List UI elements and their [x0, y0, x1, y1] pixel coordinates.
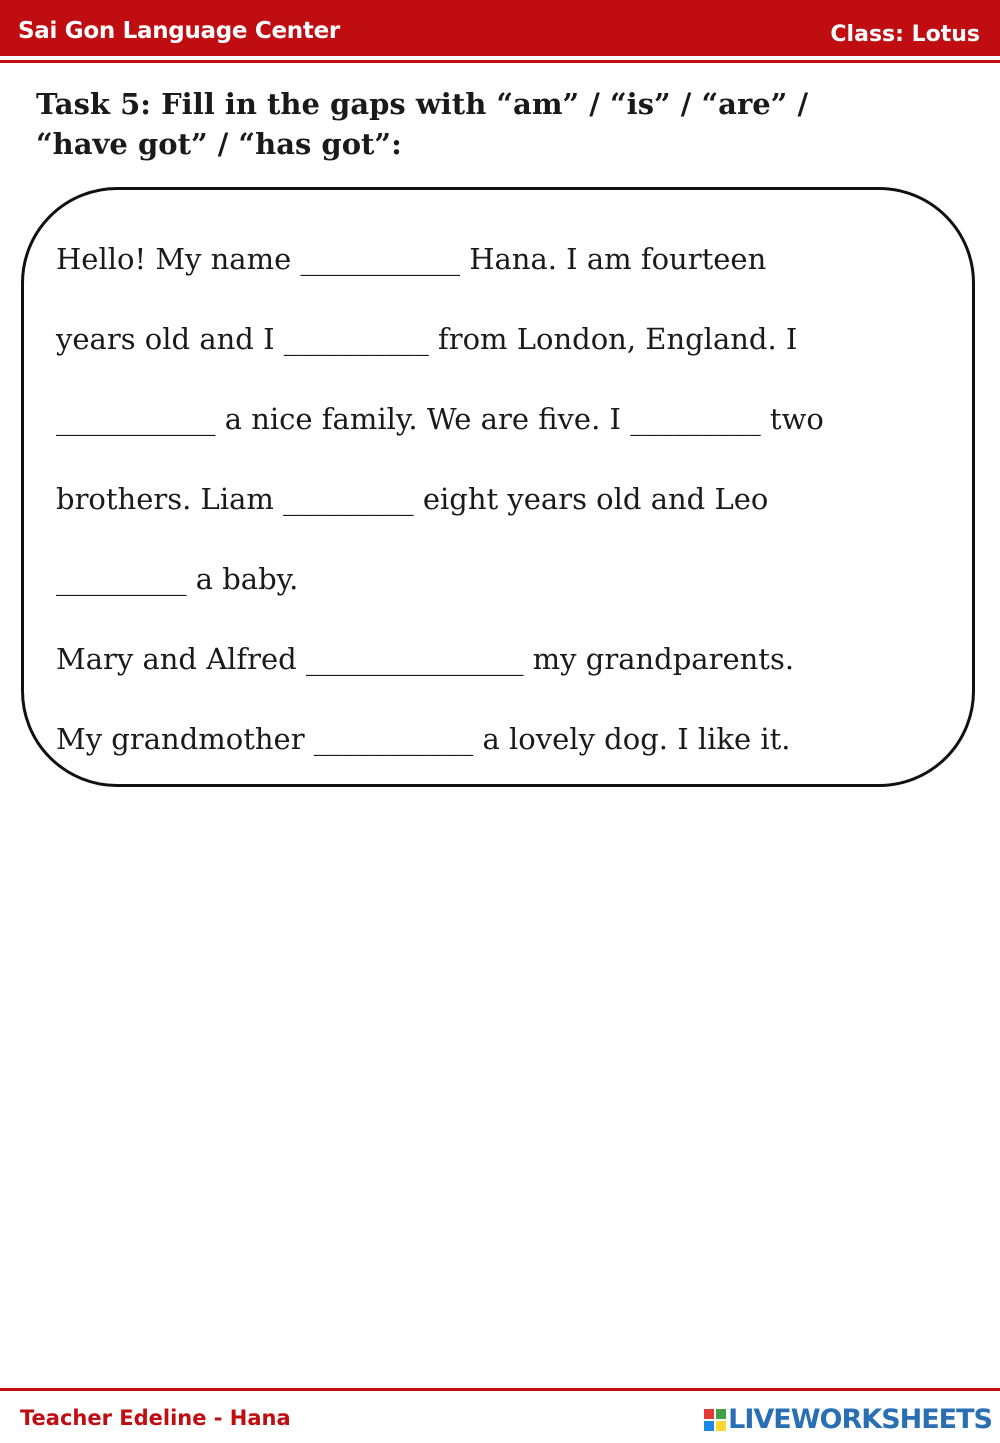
- story-line-1: [56, 242, 766, 276]
- gap-blank-2[interactable]: __________: [283, 322, 429, 356]
- class-label: Class: Lotus: [830, 22, 980, 47]
- header-divider: [0, 60, 1000, 63]
- footer-divider: [0, 1388, 1000, 1391]
- gap-blank-7[interactable]: _______________: [305, 642, 524, 676]
- task-title-line-2: “have got” / “has got”:: [36, 127, 402, 161]
- story-line-4: [56, 482, 768, 516]
- teacher-name: Teacher Edeline - Hana: [20, 1406, 291, 1430]
- story-text: My grandmother: [56, 722, 314, 756]
- brand-logo: [704, 1404, 992, 1435]
- center-name: Sai Gon Language Center: [18, 18, 340, 44]
- story-text: Hello! My name: [56, 242, 301, 276]
- story-text: Hana. I am fourteen: [459, 242, 767, 276]
- story-text: my grandparents.: [523, 642, 795, 676]
- story-line-6: [56, 642, 794, 676]
- gap-blank-6[interactable]: _________: [56, 562, 187, 596]
- story-text: years old and I: [56, 322, 284, 356]
- story-line-3: [56, 402, 824, 436]
- task-title-line-1: Task 5: Fill in the gaps with “am” / “is” / “are” /: [36, 87, 809, 121]
- story-text: a baby.: [186, 562, 299, 596]
- story-text: from London, England. I: [428, 322, 798, 356]
- story-text: two: [760, 402, 824, 436]
- story-line-5: [56, 562, 298, 596]
- story-line-2: [56, 322, 797, 356]
- grid-logo-icon: [704, 1409, 726, 1431]
- story-text: Mary and Alfred: [56, 642, 306, 676]
- brand-text: LIVEWORKSHEETS: [728, 1404, 992, 1435]
- gap-blank-1[interactable]: ___________: [300, 242, 460, 276]
- story-text: brothers. Liam: [56, 482, 284, 516]
- gap-blank-5[interactable]: _________: [283, 482, 414, 516]
- story-text: a nice family. We are five. I: [215, 402, 631, 436]
- story-line-7: [56, 722, 791, 756]
- task-title: [36, 84, 936, 164]
- gap-blank-4[interactable]: _________: [630, 402, 761, 436]
- story-text: eight years old and Leo: [413, 482, 769, 516]
- story-text: a lovely dog. I like it.: [473, 722, 791, 756]
- gap-blank-3[interactable]: ___________: [56, 402, 216, 436]
- gap-blank-8[interactable]: ___________: [313, 722, 474, 756]
